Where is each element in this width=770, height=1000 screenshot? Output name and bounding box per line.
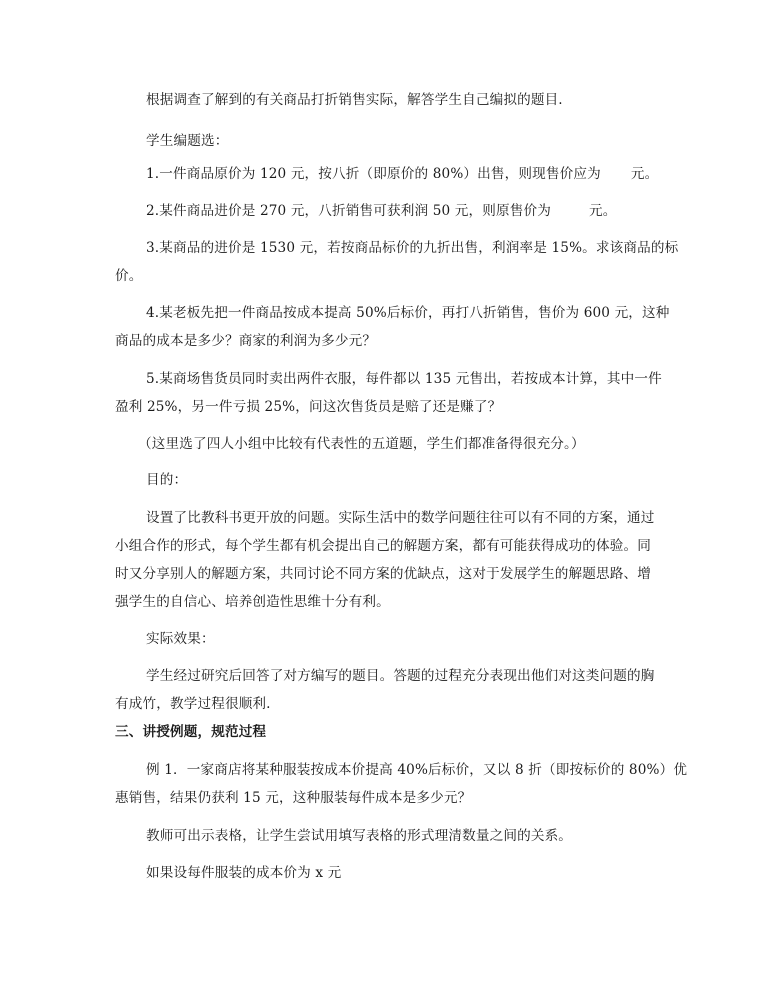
question-1-unit: 元。	[630, 166, 659, 182]
goal-paragraph-line-1: 设置了比教科书更开放的问题。实际生活中的数学问题往往可以有不同的方案，通过	[146, 510, 655, 526]
question-5-line-1: 5.某商场售货员同时卖出两件衣服，每件都以 135 元售出，若按成本计算，其中一件	[146, 371, 662, 387]
question-2-text: 2.某件商品进价是 270 元，八折销售可获利润 50 元，则原售价为	[146, 203, 551, 219]
selected-questions-heading: 学生编题选：	[146, 133, 229, 149]
question-3-line-2: 价。	[115, 268, 143, 284]
example-1-line-1: 例 1．一家商店将某种服装按成本价提高 40%后标价，又以 8 折（即按标价的 80%）优	[146, 762, 688, 778]
question-2-unit: 元。	[589, 203, 617, 219]
teacher-instruction: 教师可出示表格，让学生尝试用填写表格的形式理清数量之间的关系。	[146, 828, 573, 844]
intro-paragraph: 根据调查了解到的有关商品打折销售实际，解答学生自己编拟的题目.	[146, 92, 563, 108]
question-3-line-1: 3.某商品的进价是 1530 元，若按商品标价的九折出售，利润率是 15%。求该商品的标	[146, 240, 679, 256]
goal-paragraph-line-3: 时又分享别人的解题方案，共同讨论不同方案的优缺点，这对于发展学生的解题思路、增	[115, 566, 652, 582]
question-1	[146, 166, 658, 182]
goal-heading: 目的：	[146, 472, 188, 488]
effect-heading: 实际效果：	[146, 631, 215, 647]
question-1-text: 1.一件商品原价为 120 元，按八折（即原价的 80%）出售，则现售价应为	[146, 166, 601, 182]
effect-paragraph-line-1: 学生经过研究后回答了对方编写的题目。答题的过程充分表现出他们对这类问题的胸	[146, 668, 655, 684]
selection-note: （这里选了四人小组中比较有代表性的五道题，学生们都准备得很充分。）	[138, 436, 585, 452]
assumption-statement: 如果设每件服装的成本价为 x 元	[146, 865, 342, 881]
question-4-line-2: 商品的成本是多少？商家的利润为多少元？	[115, 333, 377, 349]
goal-paragraph-line-4: 强学生的自信心、培养创造性思维十分有利。	[115, 594, 390, 610]
section-3-heading: 三、讲授例题，规范过程	[115, 724, 267, 740]
goal-paragraph-line-2: 小组合作的形式，每个学生都有机会提出自己的解题方案，都有可能获得成功的体验。同	[115, 538, 652, 554]
example-1-line-2: 惠销售，结果仍获利 15 元，这种服装每件成本是多少元？	[115, 790, 472, 806]
question-4-line-1: 4.某老板先把一件商品按成本提高 50%后标价，再打八折销售，售价为 600 元，这种	[146, 305, 670, 321]
question-5-line-2: 盈利 25%，另一件亏损 25%，问这次售货员是赔了还是赚了？	[115, 399, 502, 415]
effect-paragraph-line-2: 有成竹，教学过程很顺利.	[115, 696, 271, 712]
question-2	[146, 203, 617, 219]
